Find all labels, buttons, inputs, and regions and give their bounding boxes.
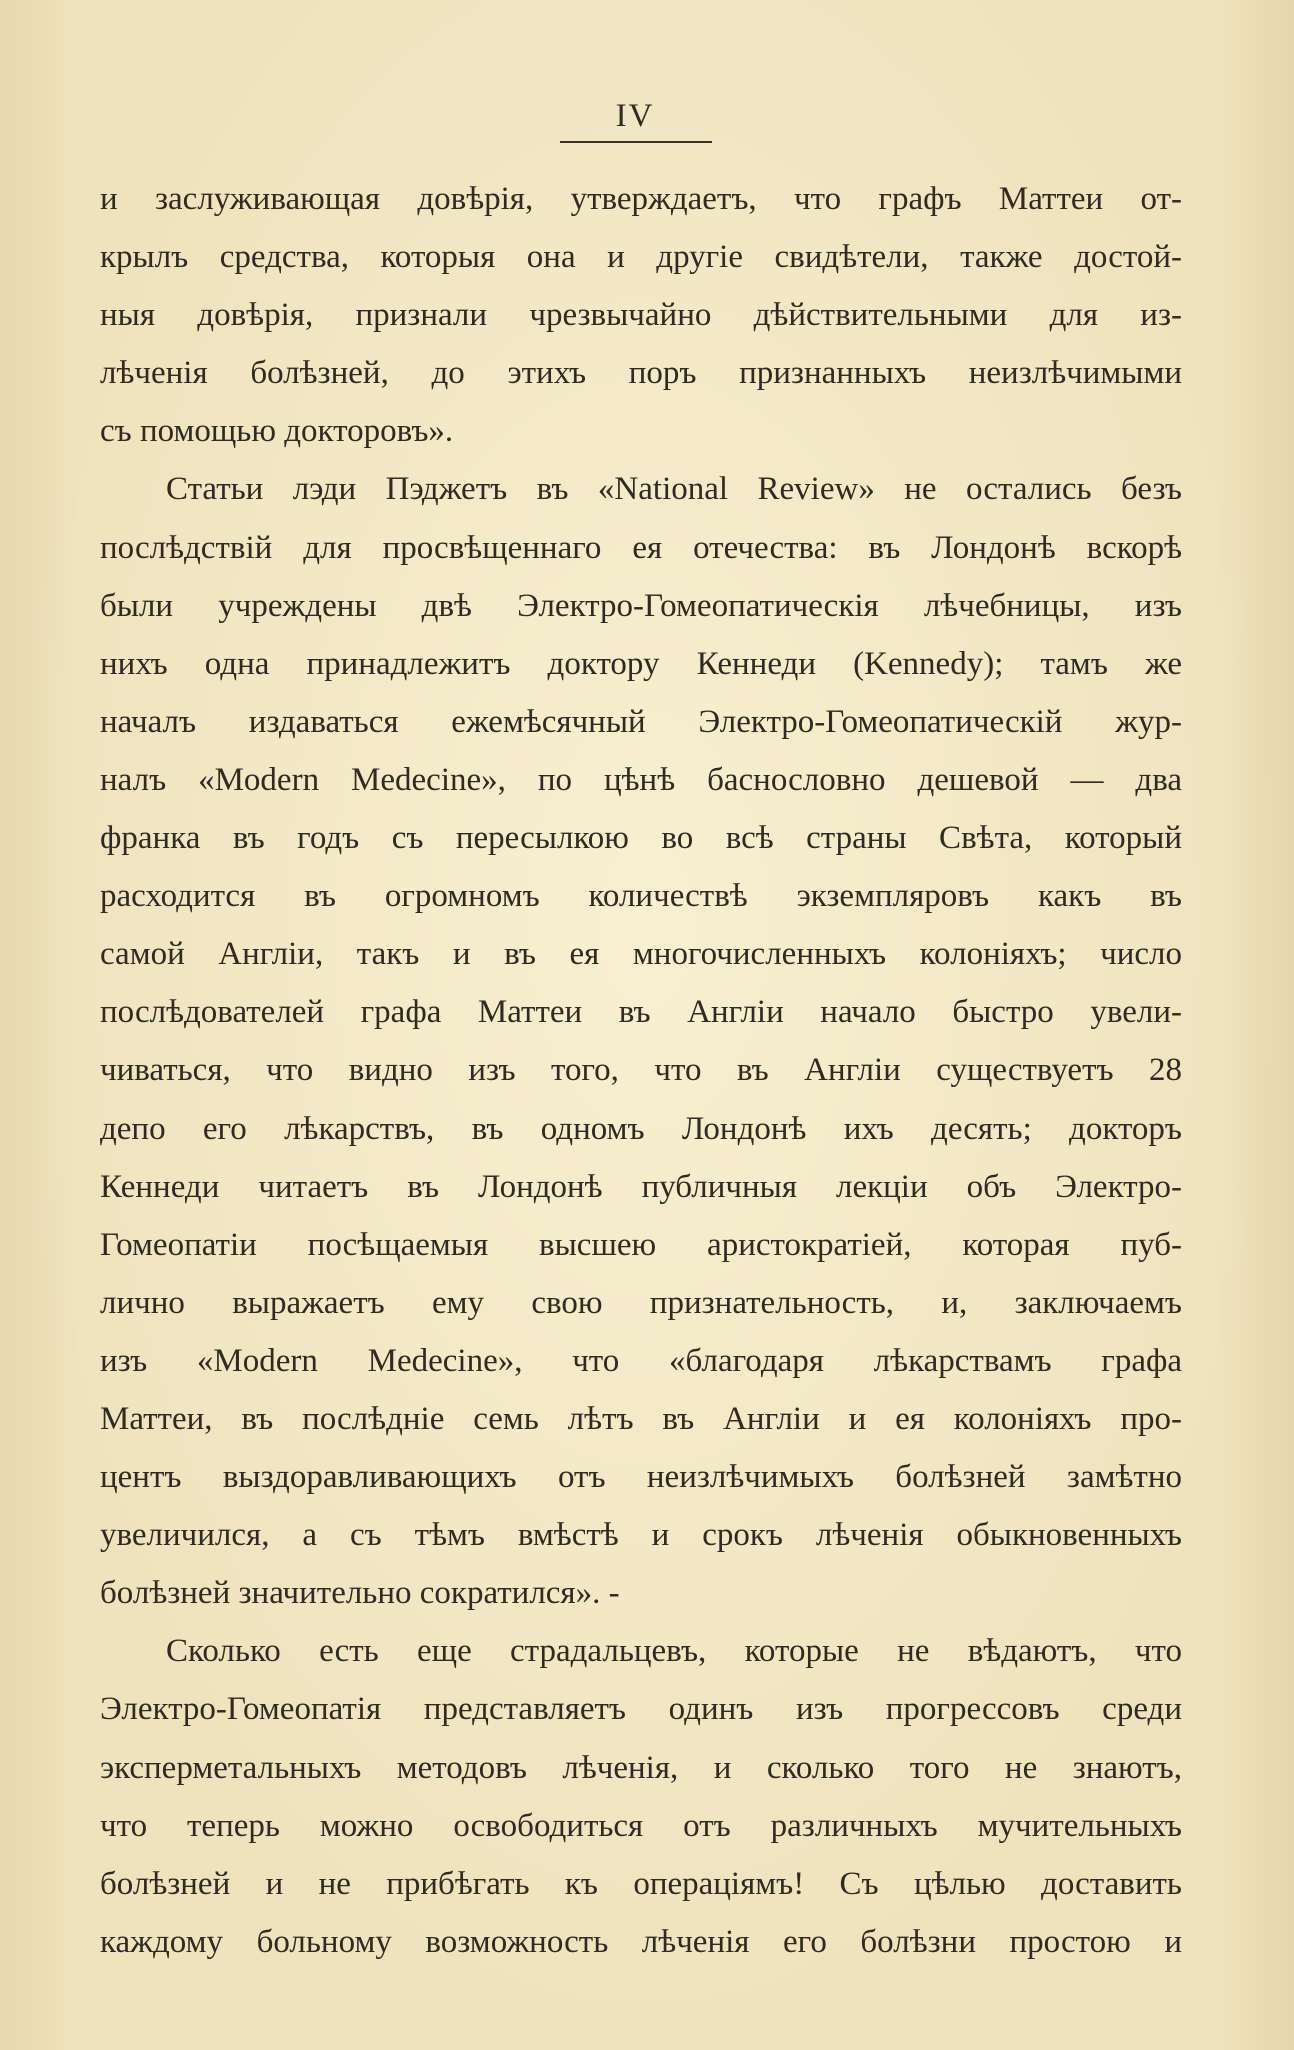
text-line: увеличился, а съ тѣмъ вмѣстѣ и срокъ лѣченія обыкновенныхъ [100,1517,1182,1554]
text-line: послѣдователей графа Маттеи въ Англіи начало быстро увели- [100,994,1182,1031]
text-line: эксперметальныхъ методовъ лѣченія, и сколько того не знаютъ, [100,1749,1182,1786]
text-line: каждому больному возможность лѣченія его болѣзни простою и [100,1923,1182,1960]
text-line: лично выражаетъ ему свою признательность, и, заключаемъ [100,1284,1182,1321]
text-line: Кеннеди читаетъ въ Лондонѣ публичныя лекціи объ Электро- [100,1168,1182,1205]
text-line: изъ «Modern Medecine», что «благодаря лѣкарствамъ графа [100,1342,1182,1379]
body-text [100,170,1182,1971]
text-line: что теперь можно освободиться отъ различныхъ мучительныхъ [100,1807,1182,1844]
text-line: нихъ одна принадлежитъ доктору Кеннеди (Kennedy); тамъ же [100,645,1182,682]
text-line: ныя довѣрія, признали чрезвычайно дѣйствительными для из- [100,297,1182,334]
text-line: чиваться, что видно изъ того, что въ Англіи существуетъ 28 [100,1052,1182,1089]
text-line: болѣзней значительно сократился». - [100,1575,620,1612]
text-line: Статьи лэди Пэджетъ въ «National Review» не остались безъ [166,471,1182,508]
text-line: самой Англіи, такъ и въ ея многочисленныхъ колоніяхъ; число [100,936,1182,973]
text-line: началъ издаваться ежемѣсячный Электро-Гомеопатическій жур- [100,703,1182,740]
text-line: центъ выздоравливающихъ отъ неизлѣчимыхъ болѣзней замѣтно [100,1459,1182,1496]
text-line: Маттеи, въ послѣдніе семь лѣтъ въ Англіи и ея колоніяхъ про- [100,1400,1182,1437]
text-line: налъ «Modern Medecine», по цѣнѣ баснословно дешевой — два [100,761,1182,798]
text-line: съ помощью докторовъ». [100,413,454,450]
text-line: франка въ годъ съ пересылкою во всѣ страны Свѣта, который [100,820,1182,857]
text-line: депо его лѣкарствъ, въ одномъ Лондонѣ ихъ десять; докторъ [100,1110,1182,1147]
text-line: и заслуживающая довѣрія, утверждаетъ, что графъ Маттеи от- [100,181,1182,217]
text-line: были учреждены двѣ Электро-Гомеопатическія лѣчебницы, изъ [100,587,1182,624]
text-line: крылъ средства, которыя она и другіе свидѣтели, также достой- [100,239,1182,276]
text-line: расходится въ огромномъ количествѣ экземпляровъ какъ въ [100,878,1182,915]
text-line: Гомеопатіи посѣщаемыя высшею аристократіей, которая пуб- [100,1226,1182,1263]
text-line: Электро-Гомеопатія представляетъ одинъ изъ прогрессовъ среди [100,1691,1182,1728]
text-line: послѣдствій для просвѣщеннаго ея отечества: въ Лондонѣ вскорѣ [100,529,1182,566]
text-line: лѣченія болѣзней, до этихъ поръ признанныхъ неизлѣчимыми [100,355,1182,392]
text-line: Сколько есть еще страдальцевъ, которые не вѣдаютъ, что [166,1633,1182,1670]
header-rule [560,141,712,143]
text-line: болѣзней и не прибѣгать къ операціямъ! Съ цѣлью доставить [100,1865,1182,1902]
page-number: IV [615,98,655,134]
